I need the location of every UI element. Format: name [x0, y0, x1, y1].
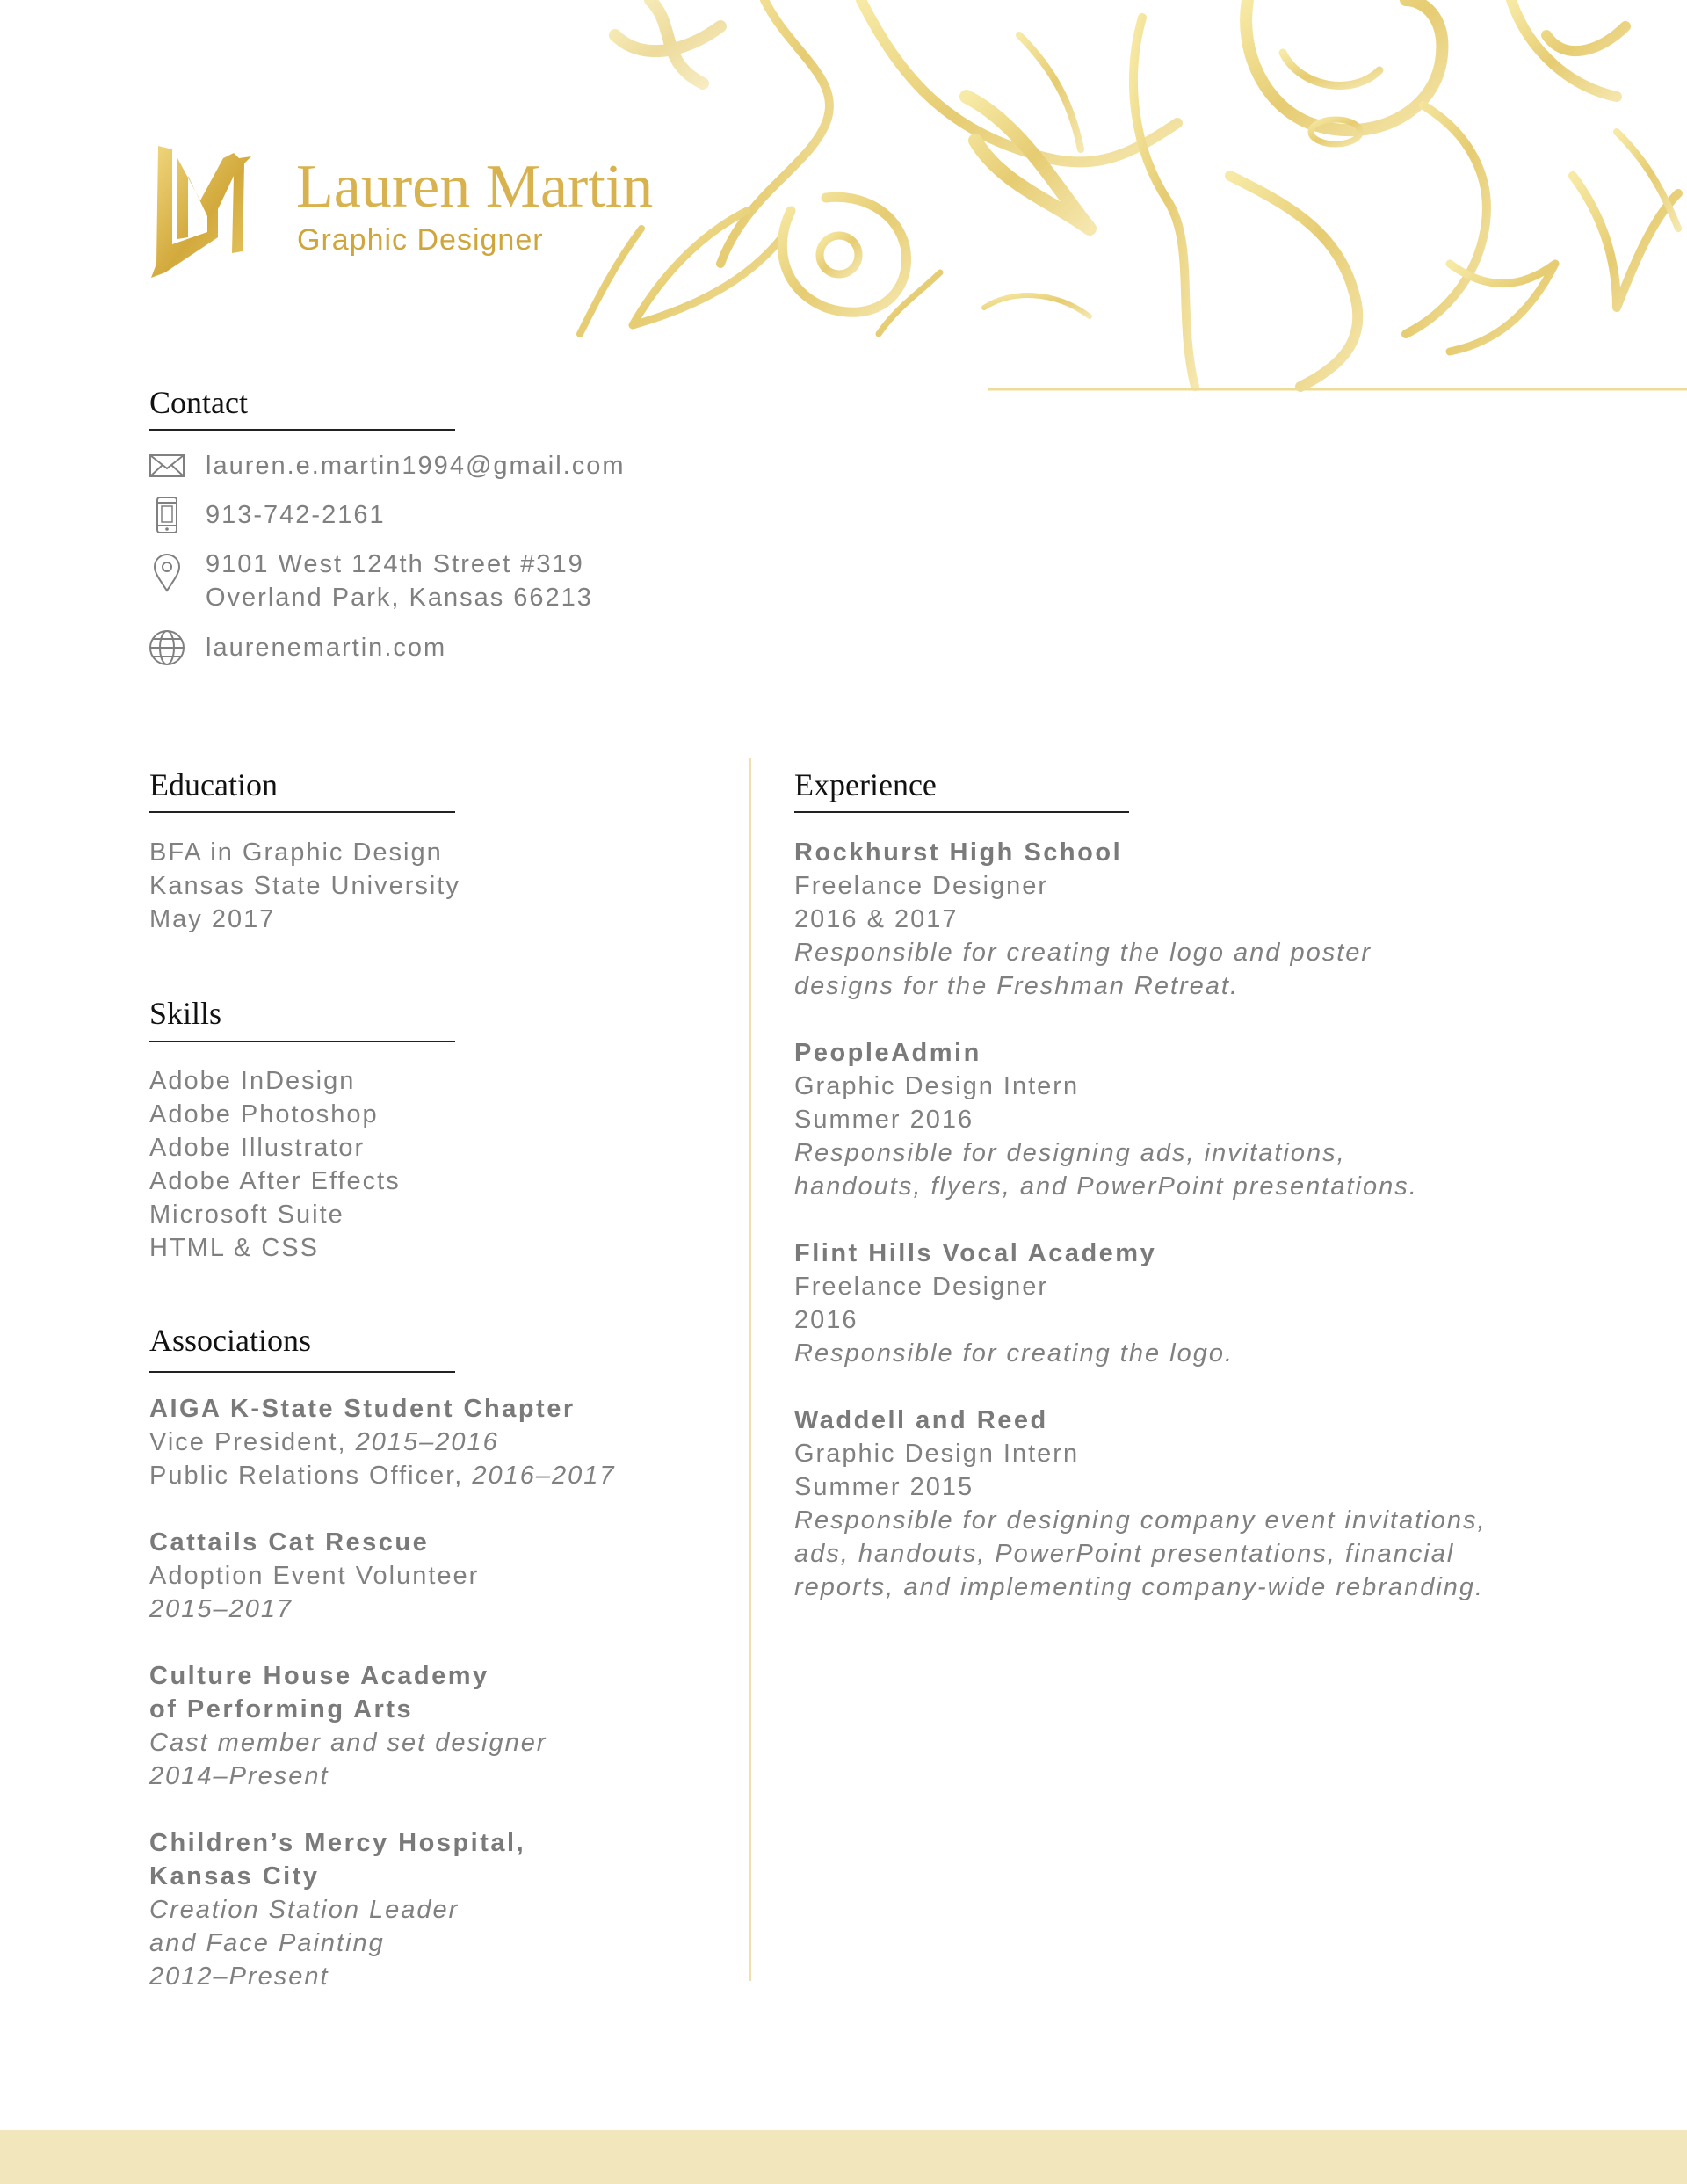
education-school: Kansas State University: [149, 872, 460, 900]
address-line-1: 9101 West 124th Street #319: [206, 550, 584, 578]
lm-monogram-icon: [148, 141, 265, 283]
associations-heading: Associations: [149, 1323, 311, 1358]
experience-title: Freelance Designer: [794, 1273, 1049, 1301]
contact-heading: Contact: [149, 385, 248, 420]
experience-desc: Responsible for designing ads, invitations,: [794, 1139, 1346, 1167]
experience-desc: Responsible for creating the logo.: [794, 1339, 1234, 1368]
experience-dates: Summer 2016: [794, 1106, 974, 1134]
experience-company: Flint Hills Vocal Academy: [794, 1239, 1157, 1267]
resume-name: Lauren Martin: [296, 153, 654, 221]
experience-title: Freelance Designer: [794, 872, 1049, 900]
floral-illustration: [562, 0, 1687, 395]
experience-company: Rockhurst High School: [794, 838, 1123, 867]
association-years: 2015–2017: [149, 1595, 293, 1623]
association-years: 2012–Present: [149, 1963, 329, 1991]
contact-website: laurenemartin.com: [206, 634, 447, 662]
experience-desc: ads, handouts, PowerPoint presentations, financial: [794, 1540, 1455, 1568]
association-role: and Face Painting: [149, 1929, 385, 1957]
skill-item: Adobe InDesign: [149, 1067, 356, 1095]
education-block: [149, 836, 460, 936]
experience-title: Graphic Design Intern: [794, 1440, 1080, 1468]
skills-rule: [149, 1041, 455, 1042]
experience-company: PeopleAdmin: [794, 1039, 981, 1067]
footer-band: [0, 2130, 1687, 2184]
experience-desc: designs for the Freshman Retreat.: [794, 972, 1240, 1000]
contact-email: lauren.e.martin1994@gmail.com: [206, 452, 626, 480]
association-org: Children’s Mercy Hospital,: [149, 1829, 526, 1857]
associations-list: [149, 1392, 616, 1993]
contact-rule: [149, 429, 455, 431]
association-role: Public Relations Officer, 2016–2017: [149, 1462, 616, 1490]
association-role: Creation Station Leader: [149, 1896, 460, 1924]
education-degree: BFA in Graphic Design: [149, 838, 443, 867]
association-role: Cast member and set designer: [149, 1729, 547, 1757]
globe-icon: [148, 628, 186, 667]
experience-desc: Responsible for designing company event invitations,: [794, 1506, 1487, 1535]
experience-rule: [794, 811, 1129, 813]
experience-desc: reports, and implementing company-wide rebranding.: [794, 1573, 1485, 1601]
association-org: of Performing Arts: [149, 1695, 414, 1723]
column-divider: [749, 758, 751, 1981]
association-role: Vice President, 2015–2016: [149, 1428, 499, 1456]
contact-phone: 913-742-2161: [206, 501, 386, 529]
skills-heading: Skills: [149, 996, 222, 1031]
experience-desc: handouts, flyers, and PowerPoint presentations.: [794, 1172, 1418, 1201]
experience-list: [794, 836, 1487, 1604]
education-date: May 2017: [149, 905, 276, 933]
skills-list: [149, 1064, 401, 1265]
mail-icon: [148, 446, 186, 485]
experience-dates: 2016 & 2017: [794, 905, 959, 933]
experience-desc: Responsible for creating the logo and poster: [794, 939, 1372, 967]
skill-item: Adobe Photoshop: [149, 1100, 379, 1128]
skill-item: Adobe Illustrator: [149, 1134, 366, 1162]
association-role: Adoption Event Volunteer: [149, 1562, 480, 1590]
education-rule: [149, 811, 455, 813]
experience-company: Waddell and Reed: [794, 1406, 1048, 1434]
resume-title: Graphic Designer: [297, 223, 544, 257]
association-org: Cattails Cat Rescue: [149, 1528, 430, 1556]
contact-address: [206, 548, 593, 614]
skill-item: Microsoft Suite: [149, 1201, 344, 1229]
skill-item: HTML & CSS: [149, 1234, 319, 1262]
skill-item: Adobe After Effects: [149, 1167, 401, 1195]
location-pin-icon: [148, 554, 186, 592]
address-line-2: Overland Park, Kansas 66213: [206, 584, 593, 612]
education-heading: Education: [149, 767, 278, 802]
experience-dates: Summer 2015: [794, 1473, 974, 1501]
associations-rule: [149, 1371, 455, 1373]
association-org: Kansas City: [149, 1862, 320, 1890]
association-org: Culture House Academy: [149, 1662, 489, 1690]
association-org: AIGA K-State Student Chapter: [149, 1395, 576, 1423]
experience-heading: Experience: [794, 767, 937, 802]
association-years: 2014–Present: [149, 1762, 329, 1790]
experience-title: Graphic Design Intern: [794, 1072, 1080, 1100]
experience-dates: 2016: [794, 1306, 858, 1334]
phone-icon: [148, 496, 186, 534]
